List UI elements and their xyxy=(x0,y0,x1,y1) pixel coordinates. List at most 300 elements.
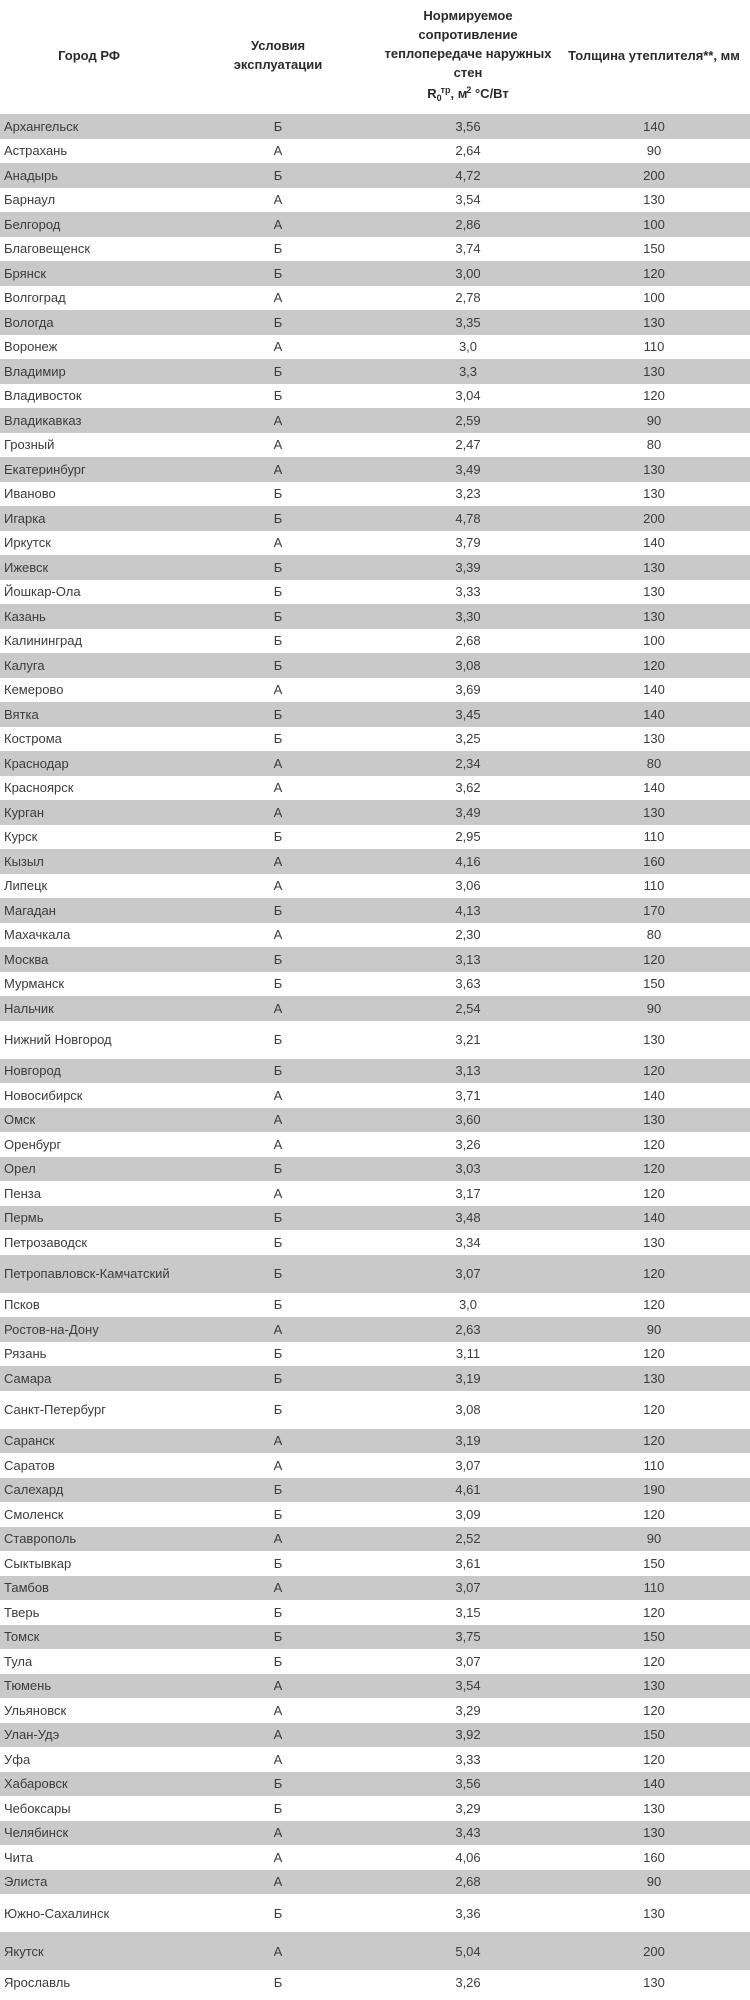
resistance-cell: 3,71 xyxy=(455,1087,481,1103)
thickness-cell: 130 xyxy=(643,1974,665,1990)
conditions-cell: Б xyxy=(273,657,283,673)
city-cell: Ульяновск xyxy=(4,1702,67,1718)
city-cell: Саранск xyxy=(4,1433,55,1449)
city-cell: Казань xyxy=(4,608,46,624)
conditions-cell: Б xyxy=(273,1506,283,1522)
city-cell: Омск xyxy=(4,1112,36,1128)
resistance-cell: 4,61 xyxy=(455,1482,481,1498)
city-cell: Нижний Новгород xyxy=(4,1032,112,1047)
conditions-cell: Б xyxy=(273,1482,283,1498)
formula-subscript: 0 xyxy=(436,92,442,103)
resistance-cell: 2,68 xyxy=(455,633,481,649)
formula-units-post: °С/Вт xyxy=(471,85,509,101)
resistance-cell: 3,0 xyxy=(458,339,478,355)
table-row xyxy=(0,310,750,335)
conditions-cell: А xyxy=(273,412,283,428)
thickness-cell: 150 xyxy=(643,976,665,992)
city-cell: Анадырь xyxy=(4,167,59,183)
resistance-cell: 3,29 xyxy=(455,1702,481,1718)
table-row xyxy=(0,1845,750,1870)
city-cell: Томск xyxy=(4,1629,40,1645)
thickness-cell: 90 xyxy=(646,1000,662,1016)
thickness-cell: 140 xyxy=(643,780,665,796)
thickness-cell: 110 xyxy=(643,1580,665,1596)
thickness-cell: 120 xyxy=(643,1063,665,1079)
table-row xyxy=(0,1894,750,1932)
conditions-cell: Б xyxy=(273,1974,283,1990)
resistance-cell: 3,54 xyxy=(455,192,481,208)
resistance-cell: 4,16 xyxy=(455,853,481,869)
table-row xyxy=(0,1527,750,1552)
table-row xyxy=(0,1083,750,1108)
conditions-cell: Б xyxy=(273,1063,283,1079)
thickness-cell: 110 xyxy=(643,878,665,894)
resistance-cell: 3,21 xyxy=(455,1032,481,1047)
resistance-cell: 2,68 xyxy=(455,1874,481,1890)
conditions-cell: Б xyxy=(273,559,283,575)
city-cell: Оренбург xyxy=(4,1136,62,1152)
thickness-cell: 100 xyxy=(643,633,665,649)
table-row xyxy=(0,1132,750,1157)
table-row xyxy=(0,139,750,164)
conditions-cell: А xyxy=(273,804,283,820)
table-row xyxy=(0,898,750,923)
resistance-cell: 3,07 xyxy=(455,1580,481,1596)
table-row xyxy=(0,1230,750,1255)
thickness-cell: 100 xyxy=(643,290,665,306)
table-row xyxy=(0,1747,750,1772)
resistance-cell: 3,56 xyxy=(455,1776,481,1792)
resistance-cell: 3,45 xyxy=(455,706,481,722)
table-row xyxy=(0,1551,750,1576)
table-row xyxy=(0,1698,750,1723)
city-cell: Смоленск xyxy=(4,1506,64,1522)
conditions-cell: А xyxy=(273,1751,283,1767)
table-row xyxy=(0,1674,750,1699)
table-row xyxy=(0,1206,750,1231)
conditions-cell: Б xyxy=(273,731,283,747)
resistance-cell: 3,33 xyxy=(455,584,481,600)
city-cell: Иваново xyxy=(4,486,56,502)
city-cell: Владикавказ xyxy=(4,412,82,428)
city-cell: Екатеринбург xyxy=(4,461,86,477)
table-row xyxy=(0,1108,750,1133)
conditions-cell: Б xyxy=(273,1032,283,1047)
resistance-cell: 3,54 xyxy=(455,1678,481,1694)
table-row xyxy=(0,212,750,237)
thickness-cell: 200 xyxy=(643,510,665,526)
city-cell: Калининград xyxy=(4,633,83,649)
conditions-cell: А xyxy=(273,1580,283,1596)
table-row xyxy=(0,1772,750,1797)
resistance-cell: 3,26 xyxy=(455,1974,481,1990)
table-row xyxy=(0,1821,750,1846)
resistance-cell: 3,29 xyxy=(455,1800,481,1816)
resistance-cell: 3,92 xyxy=(455,1727,481,1743)
conditions-cell: Б xyxy=(273,1297,283,1313)
resistance-cell: 3,19 xyxy=(455,1433,481,1449)
resistance-cell: 3,08 xyxy=(455,1402,481,1417)
thickness-cell: 120 xyxy=(643,265,665,281)
city-cell: Хабаровск xyxy=(4,1776,68,1792)
table-row xyxy=(0,629,750,654)
thickness-cell: 150 xyxy=(643,1629,665,1645)
conditions-cell: А xyxy=(273,853,283,869)
thickness-cell: 130 xyxy=(643,1800,665,1816)
table-row xyxy=(0,114,750,139)
resistance-cell: 3,3 xyxy=(458,363,478,379)
conditions-cell: Б xyxy=(273,1905,283,1921)
resistance-cell: 3,03 xyxy=(455,1161,481,1177)
resistance-cell: 3,75 xyxy=(455,1629,481,1645)
thickness-cell: 130 xyxy=(643,1370,665,1386)
conditions-cell: А xyxy=(273,1112,283,1128)
resistance-cell: 3,17 xyxy=(455,1185,481,1201)
city-cell: Белгород xyxy=(4,216,61,232)
city-cell: Благовещенск xyxy=(4,241,91,257)
thickness-cell: 130 xyxy=(643,461,665,477)
table-row xyxy=(0,580,750,605)
resistance-cell: 5,04 xyxy=(455,1943,481,1959)
conditions-cell: Б xyxy=(273,633,283,649)
thickness-cell: 130 xyxy=(643,486,665,502)
thickness-cell: 120 xyxy=(643,1136,665,1152)
thickness-cell: 140 xyxy=(643,535,665,551)
city-cell: Пенза xyxy=(4,1185,41,1201)
table-row xyxy=(0,1502,750,1527)
city-cell: Ижевск xyxy=(4,559,49,575)
table-row xyxy=(0,800,750,825)
conditions-cell: А xyxy=(273,535,283,551)
resistance-cell: 2,30 xyxy=(455,927,481,943)
formula-units-pre: , м xyxy=(450,85,468,101)
table-row xyxy=(0,408,750,433)
thickness-cell: 130 xyxy=(643,363,665,379)
table-row xyxy=(0,1157,750,1182)
resistance-cell: 3,43 xyxy=(455,1825,481,1841)
city-cell: Игарка xyxy=(4,510,46,526)
city-cell: Улан-Удэ xyxy=(4,1727,60,1743)
thickness-cell: 140 xyxy=(643,682,665,698)
thickness-cell: 130 xyxy=(643,1825,665,1841)
conditions-cell: Б xyxy=(273,1653,283,1669)
resistance-cell: 4,06 xyxy=(455,1849,481,1865)
conditions-cell: Б xyxy=(273,1210,283,1226)
table-row xyxy=(0,1576,750,1601)
table-row xyxy=(0,433,750,458)
conditions-cell: Б xyxy=(273,1266,283,1281)
thickness-cell: 100 xyxy=(643,216,665,232)
formula-units-superscript: 2 xyxy=(466,84,472,95)
city-cell: Кемерово xyxy=(4,682,64,698)
conditions-cell: Б xyxy=(273,1629,283,1645)
resistance-cell: 3,61 xyxy=(455,1555,481,1571)
conditions-cell: Б xyxy=(273,608,283,624)
city-cell: Волгоград xyxy=(4,290,66,306)
thickness-cell: 120 xyxy=(643,1402,665,1417)
table-row xyxy=(0,751,750,776)
thickness-cell: 120 xyxy=(643,1161,665,1177)
resistance-cell: 3,08 xyxy=(455,657,481,673)
conditions-cell: Б xyxy=(273,241,283,257)
conditions-cell: А xyxy=(273,1433,283,1449)
city-cell: Тюмень xyxy=(4,1678,52,1694)
table-header xyxy=(0,0,750,114)
thickness-cell: 90 xyxy=(646,143,662,159)
conditions-cell: Б xyxy=(273,584,283,600)
col-header-city-label: Город РФ xyxy=(58,47,120,63)
thickness-cell: 120 xyxy=(643,1506,665,1522)
resistance-cell: 3,26 xyxy=(455,1136,481,1152)
thickness-cell: 160 xyxy=(643,1849,665,1865)
city-cell: Самара xyxy=(4,1370,52,1386)
resistance-cell: 3,11 xyxy=(455,1346,481,1362)
table-row xyxy=(0,1600,750,1625)
table-row xyxy=(0,335,750,360)
resistance-cell: 3,62 xyxy=(455,780,481,796)
resistance-cell: 3,13 xyxy=(455,1063,481,1079)
col-header-conditions-label: Условия эксплуатации xyxy=(233,38,323,72)
city-cell: Калуга xyxy=(4,657,45,673)
thickness-cell: 200 xyxy=(643,1943,665,1959)
city-cell: Курск xyxy=(4,829,38,845)
city-cell: Тверь xyxy=(4,1604,40,1620)
thickness-cell: 130 xyxy=(643,192,665,208)
thickness-cell: 110 xyxy=(643,829,665,845)
resistance-cell: 3,07 xyxy=(455,1653,481,1669)
table-row xyxy=(0,237,750,262)
resistance-cell: 3,74 xyxy=(455,241,481,257)
conditions-cell: Б xyxy=(273,510,283,526)
city-cell: Брянск xyxy=(4,265,47,281)
table-row xyxy=(0,1970,750,1995)
city-cell: Махачкала xyxy=(4,927,71,943)
resistance-cell: 3,39 xyxy=(455,559,481,575)
conditions-cell: А xyxy=(273,192,283,208)
thickness-cell: 90 xyxy=(646,1321,662,1337)
city-cell: Новосибирск xyxy=(4,1087,83,1103)
table-row xyxy=(0,1366,750,1391)
city-cell: Ростов-на-Дону xyxy=(4,1321,99,1337)
table-row xyxy=(0,555,750,580)
city-cell: Чита xyxy=(4,1849,33,1865)
table-row xyxy=(0,1478,750,1503)
formula-base: R xyxy=(427,85,437,101)
city-cell: Мурманск xyxy=(4,976,65,992)
table-row xyxy=(0,1429,750,1454)
resistance-cell: 2,64 xyxy=(455,143,481,159)
table-row xyxy=(0,1255,750,1293)
city-cell: Саратов xyxy=(4,1457,55,1473)
city-cell: Астрахань xyxy=(4,143,68,159)
table-row xyxy=(0,286,750,311)
city-cell: Москва xyxy=(4,951,49,967)
conditions-cell: А xyxy=(273,682,283,698)
city-cell: Уфа xyxy=(4,1751,31,1767)
thickness-cell: 140 xyxy=(643,1210,665,1226)
resistance-cell: 3,06 xyxy=(455,878,481,894)
table-row xyxy=(0,506,750,531)
resistance-cell: 2,78 xyxy=(455,290,481,306)
resistance-cell: 3,15 xyxy=(455,1604,481,1620)
table-row xyxy=(0,947,750,972)
thickness-cell: 80 xyxy=(646,755,662,771)
thickness-cell: 160 xyxy=(643,853,665,869)
thickness-cell: 190 xyxy=(643,1482,665,1498)
conditions-cell: А xyxy=(273,1874,283,1890)
conditions-cell: Б xyxy=(273,486,283,502)
resistance-cell: 3,25 xyxy=(455,731,481,747)
conditions-cell: Б xyxy=(273,265,283,281)
thickness-cell: 150 xyxy=(643,241,665,257)
conditions-cell: Б xyxy=(273,363,283,379)
conditions-cell: Б xyxy=(273,951,283,967)
resistance-cell: 2,59 xyxy=(455,412,481,428)
col-header-resistance-label: Нормируемое сопротивление теплопередаче наружных стен xyxy=(384,8,552,80)
thickness-cell: 110 xyxy=(643,1457,665,1473)
city-cell: Тула xyxy=(4,1653,33,1669)
conditions-cell: А xyxy=(273,290,283,306)
conditions-cell: А xyxy=(273,780,283,796)
conditions-cell: Б xyxy=(273,1370,283,1386)
table-row xyxy=(0,1649,750,1674)
table-row xyxy=(0,1391,750,1429)
resistance-cell: 3,49 xyxy=(455,461,481,477)
conditions-cell: А xyxy=(273,1943,283,1959)
conditions-cell: Б xyxy=(273,829,283,845)
thickness-cell: 130 xyxy=(643,1678,665,1694)
table-row xyxy=(0,1453,750,1478)
col-header-resistance xyxy=(378,0,558,114)
thickness-cell: 130 xyxy=(643,1032,665,1047)
resistance-cell: 3,60 xyxy=(455,1112,481,1128)
resistance-cell: 2,86 xyxy=(455,216,481,232)
thickness-cell: 130 xyxy=(643,804,665,820)
table-row xyxy=(0,825,750,850)
city-cell: Владимир xyxy=(4,363,66,379)
conditions-cell: А xyxy=(273,1702,283,1718)
city-cell: Южно-Сахалинск xyxy=(4,1905,110,1921)
thickness-cell: 120 xyxy=(643,1346,665,1362)
col-header-conditions xyxy=(178,0,378,114)
thickness-cell: 120 xyxy=(643,1751,665,1767)
city-cell: Орел xyxy=(4,1161,36,1177)
thickness-cell: 120 xyxy=(643,951,665,967)
city-cell: Новгород xyxy=(4,1063,61,1079)
thickness-cell: 90 xyxy=(646,1874,662,1890)
thickness-cell: 120 xyxy=(643,1266,665,1281)
table-row xyxy=(0,1317,750,1342)
thickness-cell: 120 xyxy=(643,1653,665,1669)
thickness-cell: 80 xyxy=(646,927,662,943)
thickness-cell: 120 xyxy=(643,1604,665,1620)
thickness-cell: 120 xyxy=(643,1433,665,1449)
conditions-cell: А xyxy=(273,1136,283,1152)
col-header-thickness-label: Толщина утеплителя**, мм xyxy=(568,47,740,63)
city-cell: Элиста xyxy=(4,1874,48,1890)
table-row xyxy=(0,1870,750,1895)
conditions-cell: А xyxy=(273,1457,283,1473)
conditions-cell: Б xyxy=(273,1604,283,1620)
conditions-cell: А xyxy=(273,1321,283,1337)
city-cell: Архангельск xyxy=(4,118,79,134)
conditions-cell: А xyxy=(273,143,283,159)
resistance-formula xyxy=(378,84,558,105)
table-body xyxy=(0,114,750,1995)
resistance-cell: 3,36 xyxy=(455,1905,481,1921)
thickness-cell: 90 xyxy=(646,1531,662,1547)
header-row xyxy=(0,0,750,114)
thickness-cell: 80 xyxy=(646,437,662,453)
resistance-cell: 3,07 xyxy=(455,1457,481,1473)
table-row xyxy=(0,604,750,629)
table-row xyxy=(0,261,750,286)
table-row xyxy=(0,188,750,213)
conditions-cell: Б xyxy=(273,167,283,183)
resistance-cell: 3,35 xyxy=(455,314,481,330)
resistance-cell: 3,56 xyxy=(455,118,481,134)
conditions-cell: Б xyxy=(273,388,283,404)
thickness-cell: 90 xyxy=(646,412,662,428)
conditions-cell: А xyxy=(273,1531,283,1547)
table-row xyxy=(0,923,750,948)
thickness-cell: 110 xyxy=(643,339,665,355)
thickness-cell: 140 xyxy=(643,1776,665,1792)
conditions-cell: Б xyxy=(273,1776,283,1792)
city-cell: Чебоксары xyxy=(4,1800,71,1816)
table-row xyxy=(0,702,750,727)
city-cell: Псков xyxy=(4,1297,40,1313)
conditions-cell: А xyxy=(273,461,283,477)
conditions-cell: Б xyxy=(273,706,283,722)
thickness-cell: 130 xyxy=(643,314,665,330)
conditions-cell: А xyxy=(273,1825,283,1841)
resistance-cell: 3,0 xyxy=(458,1297,478,1313)
resistance-cell: 3,69 xyxy=(455,682,481,698)
conditions-cell: Б xyxy=(273,1800,283,1816)
resistance-cell: 3,23 xyxy=(455,486,481,502)
resistance-cell: 2,34 xyxy=(455,755,481,771)
conditions-cell: Б xyxy=(273,1555,283,1571)
resistance-cell: 3,09 xyxy=(455,1506,481,1522)
thickness-cell: 140 xyxy=(643,1087,665,1103)
table-row xyxy=(0,874,750,899)
city-cell: Якутск xyxy=(4,1943,44,1959)
city-cell: Кострома xyxy=(4,731,62,747)
conditions-cell: Б xyxy=(273,1402,283,1417)
conditions-cell: А xyxy=(273,1727,283,1743)
conditions-cell: Б xyxy=(273,902,283,918)
city-cell: Краснодар xyxy=(4,755,69,771)
resistance-cell: 3,30 xyxy=(455,608,481,624)
table-row xyxy=(0,996,750,1021)
table-row xyxy=(0,1293,750,1318)
city-cell: Челябинск xyxy=(4,1825,69,1841)
city-cell: Барнаул xyxy=(4,192,56,208)
table-row xyxy=(0,1932,750,1970)
conditions-cell: А xyxy=(273,755,283,771)
city-cell: Нальчик xyxy=(4,1000,54,1016)
conditions-cell: А xyxy=(273,1000,283,1016)
resistance-cell: 3,19 xyxy=(455,1370,481,1386)
conditions-cell: А xyxy=(273,927,283,943)
resistance-cell: 3,33 xyxy=(455,1751,481,1767)
resistance-cell: 2,52 xyxy=(455,1531,481,1547)
col-header-thickness xyxy=(558,0,750,114)
conditions-cell: А xyxy=(273,1849,283,1865)
thickness-cell: 150 xyxy=(643,1727,665,1743)
city-cell: Вологда xyxy=(4,314,54,330)
